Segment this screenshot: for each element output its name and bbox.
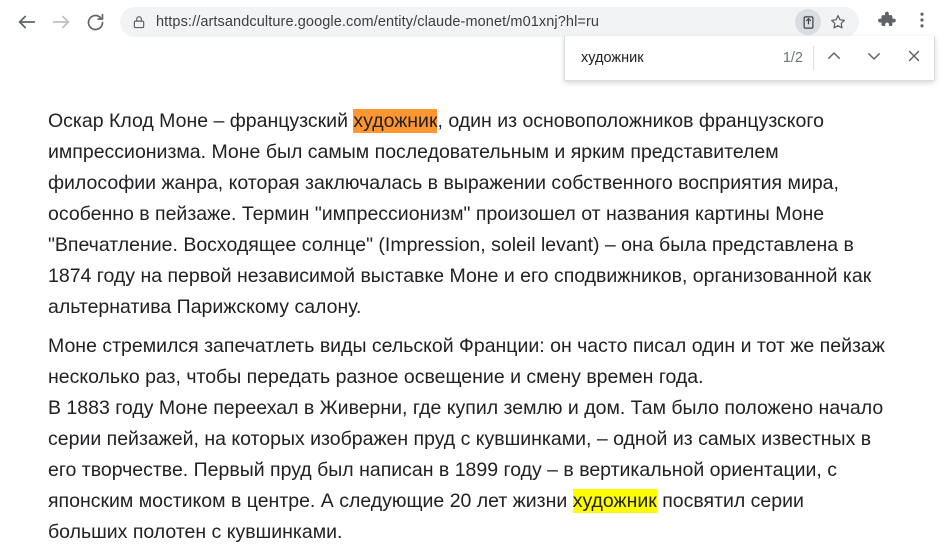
address-bar[interactable] <box>120 7 859 37</box>
paragraph: Моне стремился запечатлеть виды сельской Франции: он часто писал один и тот же пейзаж несколько раз, чтобы передать разное освещение и смену времен года. <box>48 335 885 388</box>
find-match-active: художник <box>353 110 438 132</box>
paragraph: Оскар Клод Моне – французский художник, один из основоположников французского импрессионизма. Моне был самым последовательным и ярким представителем философии жанра, которая заключалась в выражении собственного восприятия мира, особенно в пейзаже. Термин "импрессионизм" произошел от названия картины Моне "Впечатление. Восходящее солнце" (Impression, soleil levant) – она была представлена в 1874 году на первой независимой выставке Моне и его сподвижников, организованной как альтернатива Парижскому салону. <box>48 110 872 318</box>
find-next-button[interactable] <box>854 36 894 80</box>
find-match-count: 1/2 <box>782 50 803 66</box>
reload-icon <box>85 12 106 33</box>
omnibox-actions <box>783 9 851 35</box>
address-bar-url: https://artsandculture.google.com/entity/claude-monet/m01xnj?hl=ru <box>156 14 600 30</box>
forward-button[interactable] <box>44 5 78 39</box>
three-dot-menu-icon <box>912 10 932 35</box>
find-previous-button[interactable] <box>814 36 854 80</box>
extensions-button[interactable] <box>871 7 901 37</box>
paragraph: В 1883 году Моне переехал в Живерни, где купил землю и дом. Там было положено начало серии пейзажей, на которых изображен пруд с кувшинками, – одной из самых известных в его творчестве. Первый пруд был написан в 1899 году – в вертикальной ориентации, с японским мостиком в центре. А следующие 20 лет жизни художник посвятил серии больших полотен с кувшинками. <box>48 397 884 543</box>
share-icon[interactable] <box>795 9 821 35</box>
find-match: художник <box>572 490 657 512</box>
lock-icon <box>132 15 146 29</box>
chevron-up-icon <box>825 47 843 70</box>
back-arrow-icon <box>16 11 38 33</box>
browser-menu-button[interactable] <box>907 7 937 37</box>
star-icon[interactable] <box>825 9 851 35</box>
find-input[interactable] <box>565 50 783 66</box>
find-bar <box>564 36 935 81</box>
find-close-button[interactable] <box>894 36 934 80</box>
close-icon <box>905 47 923 70</box>
puzzle-icon <box>876 9 897 35</box>
page-content <box>0 44 947 548</box>
chevron-down-icon <box>865 47 883 70</box>
reload-button[interactable] <box>78 5 112 39</box>
forward-arrow-icon <box>50 11 72 33</box>
back-button[interactable] <box>10 5 44 39</box>
